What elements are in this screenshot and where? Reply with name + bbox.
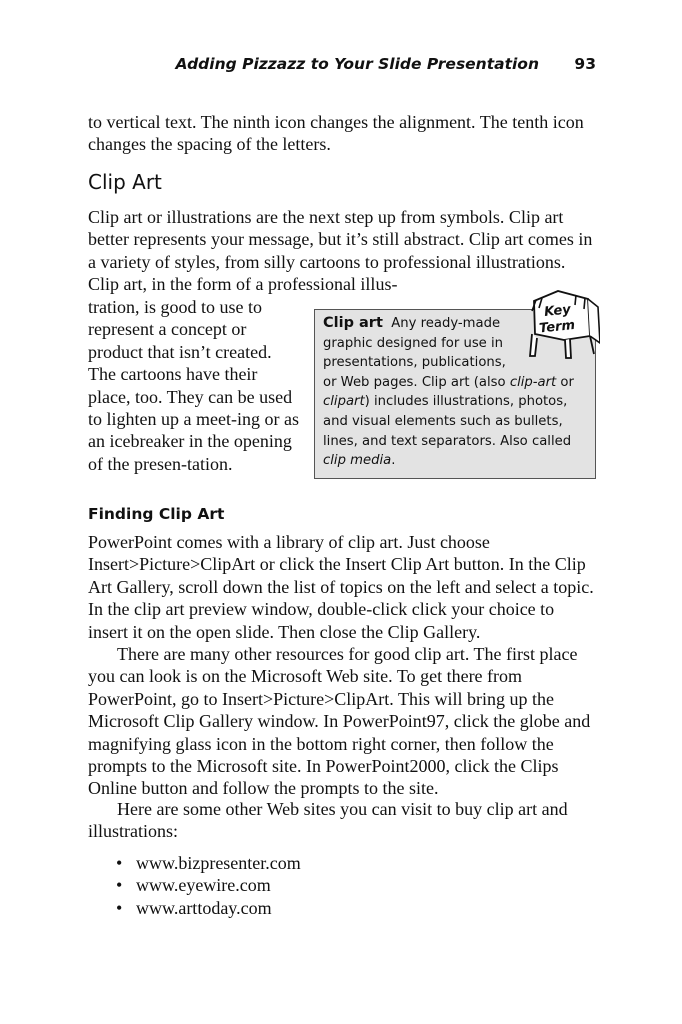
finding-paragraph-1: PowerPoint comes with a library of clip art. Just choose Insert>Picture>ClipArt or click the Insert Clip Art button. In the Clip Art Gallery, scroll down the list of topics on the left and select a topic. In the clip art preview window, double-click click your choice to insert it on the open slide. Then close the Clip Gallery.: [88, 532, 594, 642]
finding-clip-art-heading: Finding Clip Art: [88, 505, 225, 523]
alt-name-clip-art: clip-art: [509, 374, 557, 390]
bullet-glyph: •: [116, 853, 123, 873]
clip-art-paragraph: Clip art or illustrations are the next step up from symbols. Clip art better represents your message, but it’s still abstract. Clip art comes in a variety of styles, from silly cartoons to professional illustrations. Clip art, in the form of a professional illus-: [88, 207, 593, 295]
lead-paragraph: to vertical text. The ninth icon changes the alignment. The tenth icon changes the spacing of the letters.: [88, 112, 584, 155]
list-item: [116, 852, 301, 874]
running-title: Adding Pizzazz to Your Slide Presentation: [175, 55, 539, 73]
running-head: [88, 55, 596, 77]
alt-name-clip-media: clip media: [323, 453, 392, 469]
definition-text-3: ) includes illustrations, photos, and visual elements such as bullets, lines, and text separators. Also called: [323, 394, 572, 449]
finding-paragraph-2: There are many other resources for good clip art. The first place you can look is on the Microsoft Web site. To get there from PowerPoint, go to Insert>Picture>ClipArt. This will bring up the Microsoft Clip Gallery window. In PowerPoint97, click the globe and magnifying glass icon in the bottom right corner, then follow the prompts to the Microsoft site. In PowerPoint2000, click the Clips Online button and follow the prompts to the site.: [88, 644, 591, 799]
key-term-word: Clip art: [323, 315, 383, 331]
definition-text-1: Any ready-made graphic designed for use in presentations, publications, or Web pages. Clip art (also: [323, 316, 510, 390]
clip-art-paragraph-continued: tration, is good to use to represent a concept or product that isn’t created. The cartoons have their place, too. They can be used to lighten up a meet-ing or as an icebreaker in the opening of the presen-tation.: [88, 297, 299, 474]
alt-name-clipart: clipart: [323, 394, 365, 410]
key-term-icon-label-key: Key: [543, 302, 572, 320]
list-item: [116, 874, 301, 896]
clip-art-heading: Clip Art: [88, 170, 162, 194]
bullet-glyph: •: [116, 875, 123, 896]
definition-end: .: [391, 453, 396, 469]
list-item: [116, 897, 301, 919]
site-link: www.eyewire.com: [136, 875, 271, 896]
page-number: 93: [574, 55, 596, 73]
site-link: www.arttoday.com: [136, 897, 272, 918]
definition-text-2: or: [556, 374, 574, 390]
clip-art-site-list: [116, 852, 301, 919]
bullet-glyph: •: [116, 897, 123, 918]
finding-paragraph-3: Here are some other Web sites you can visit to buy clip art and illustrations:: [88, 799, 568, 842]
key-term-icon-label-term: Term: [538, 317, 576, 337]
key-term-easel-icon: [514, 290, 600, 360]
site-link: www.bizpresenter.com: [136, 853, 301, 873]
